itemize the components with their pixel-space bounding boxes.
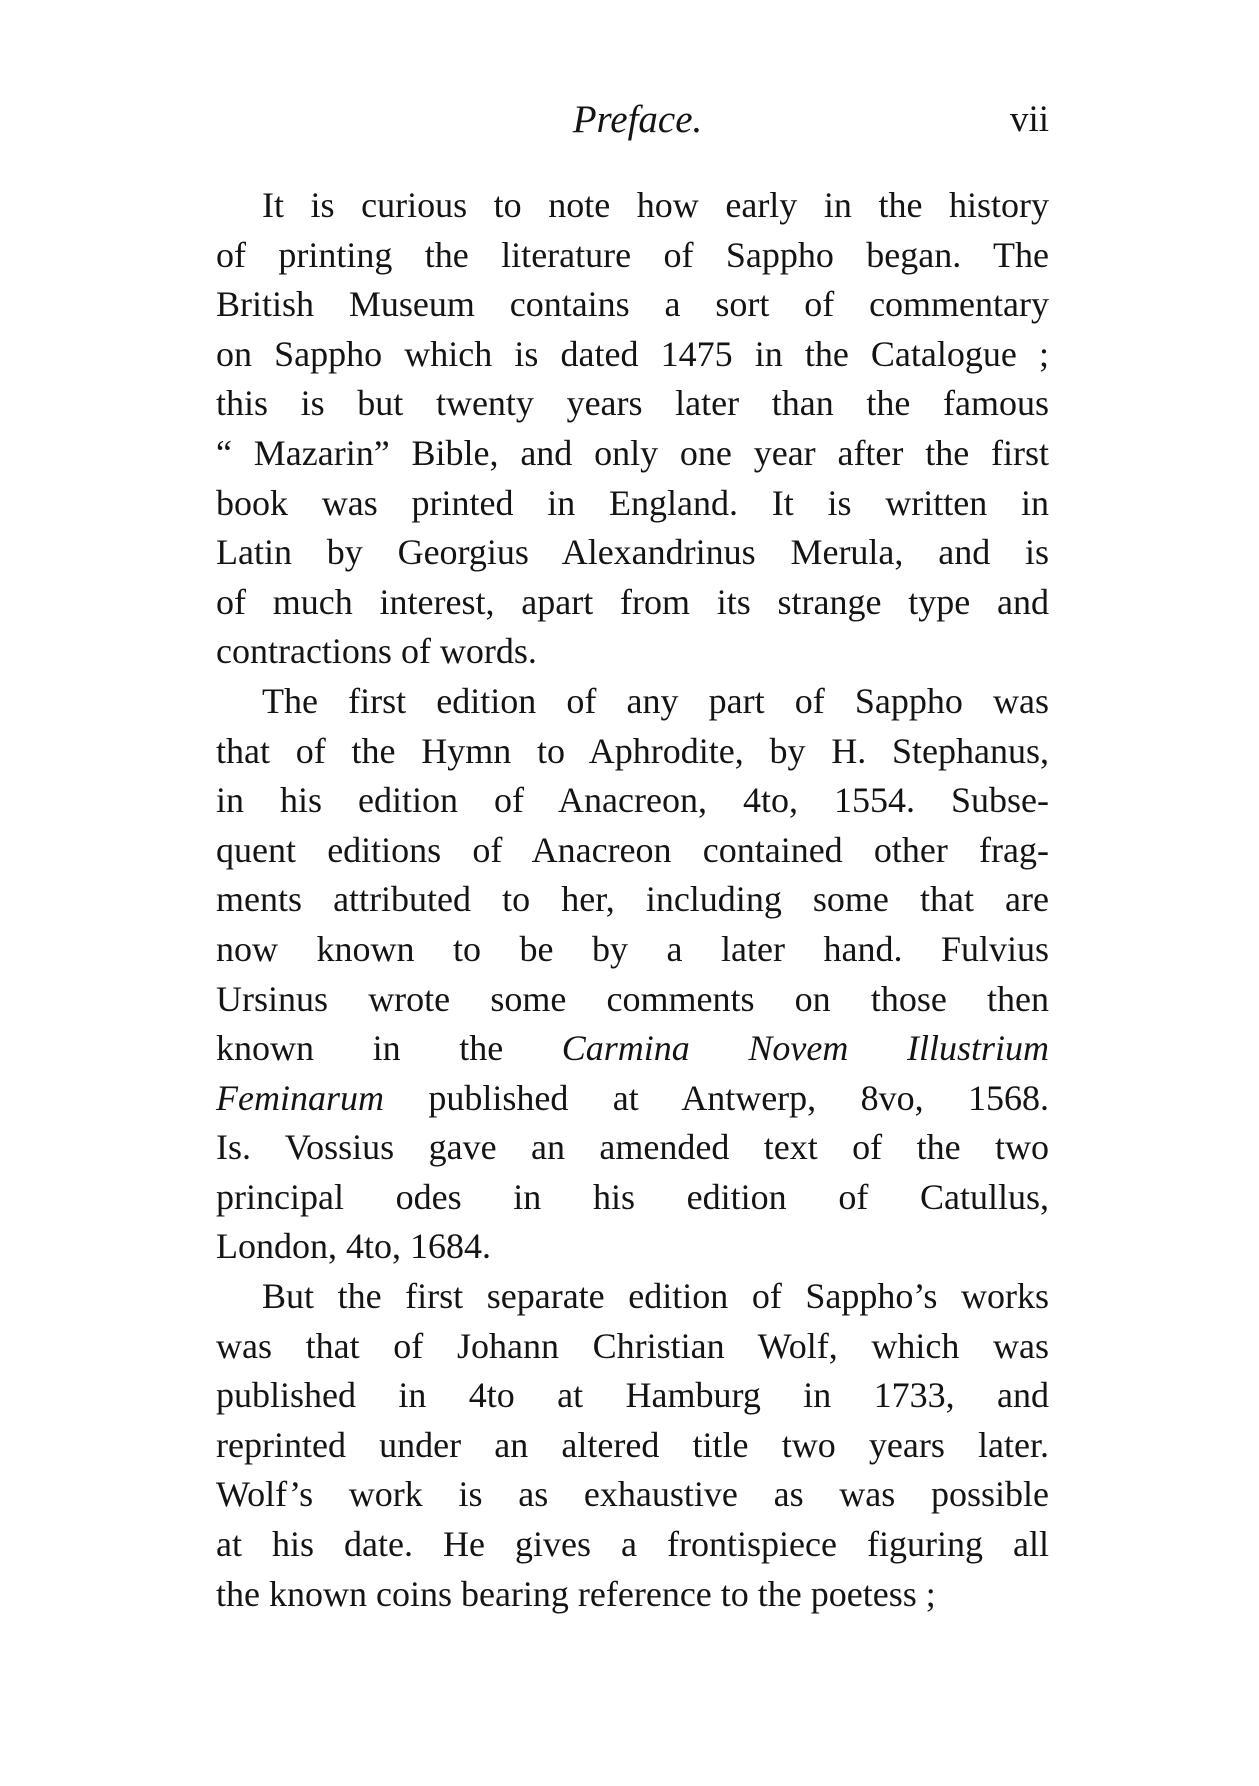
text-line: principal odes in his edition of Catullus, <box>216 1176 1049 1217</box>
text-line: in his edition of Anacreon, 4to, 1554. Subse- <box>216 780 1049 821</box>
text-line: was that of Johann Christian Wolf, which was <box>216 1325 1049 1366</box>
text-line: now known to be by a later hand. Fulvius <box>216 928 1049 969</box>
running-title: Preface. <box>572 98 703 141</box>
paragraph <box>216 677 1049 1272</box>
text-line <box>216 1074 1049 1124</box>
text-line: of much interest, apart from its strange type and <box>216 581 1049 622</box>
text-line: British Museum contains a sort of commentary <box>216 284 1049 325</box>
text-line: on Sappho which is dated 1475 in the Catalogue ; <box>216 333 1049 374</box>
text-line: The first edition of any part of Sappho was <box>262 680 1049 721</box>
text-line: London, 4to, 1684. <box>216 1226 491 1267</box>
text-line: It is curious to note how early in the history <box>262 185 1049 225</box>
text-line: that of the Hymn to Aphrodite, by H. Stephanus, <box>216 730 1049 771</box>
text-line: But the first separate edition of Sappho’s works <box>262 1276 1049 1317</box>
text-line: at his date. He gives a frontispiece figuring all <box>216 1524 1049 1565</box>
text-line: Latin by Georgius Alexandrinus Merula, and is <box>216 532 1049 573</box>
body-text <box>216 181 1049 1619</box>
text-line: this is but twenty years later than the famous <box>216 383 1049 424</box>
text-line: contractions of words. <box>216 631 537 672</box>
page-number: vii <box>1009 99 1049 140</box>
text-line: book was printed in England. It is written in <box>216 482 1049 523</box>
text-line: quent editions of Anacreon contained other frag- <box>216 829 1049 870</box>
italic-title: Feminarum <box>216 1077 384 1118</box>
text-line <box>216 1024 1049 1074</box>
running-head <box>216 92 1049 148</box>
paragraph <box>216 181 1049 677</box>
text-line: reprinted under an altered title two years later. <box>216 1424 1049 1465</box>
text-line: “ Mazarin” Bible, and only one year after the first <box>216 432 1049 473</box>
paragraph <box>216 1272 1049 1619</box>
text-line: the known coins bearing reference to the poetess ; <box>216 1573 936 1614</box>
text-line: Ursinus wrote some comments on those then <box>216 978 1049 1019</box>
text-line: of printing the literature of Sappho began. The <box>216 234 1049 275</box>
text-segment: known in the <box>216 1028 562 1069</box>
text-segment: published at Antwerp, 8vo, 1568. <box>383 1077 1049 1118</box>
text-line: published in 4to at Hamburg in 1733, and <box>216 1375 1049 1416</box>
text-line: ments attributed to her, including some that are <box>216 879 1049 920</box>
italic-title: Carmina Novem Illustrium <box>561 1028 1049 1069</box>
text-line: Is. Vossius gave an amended text of the two <box>216 1127 1049 1168</box>
text-line: Wolf’s work is as exhaustive as was possible <box>216 1474 1049 1515</box>
